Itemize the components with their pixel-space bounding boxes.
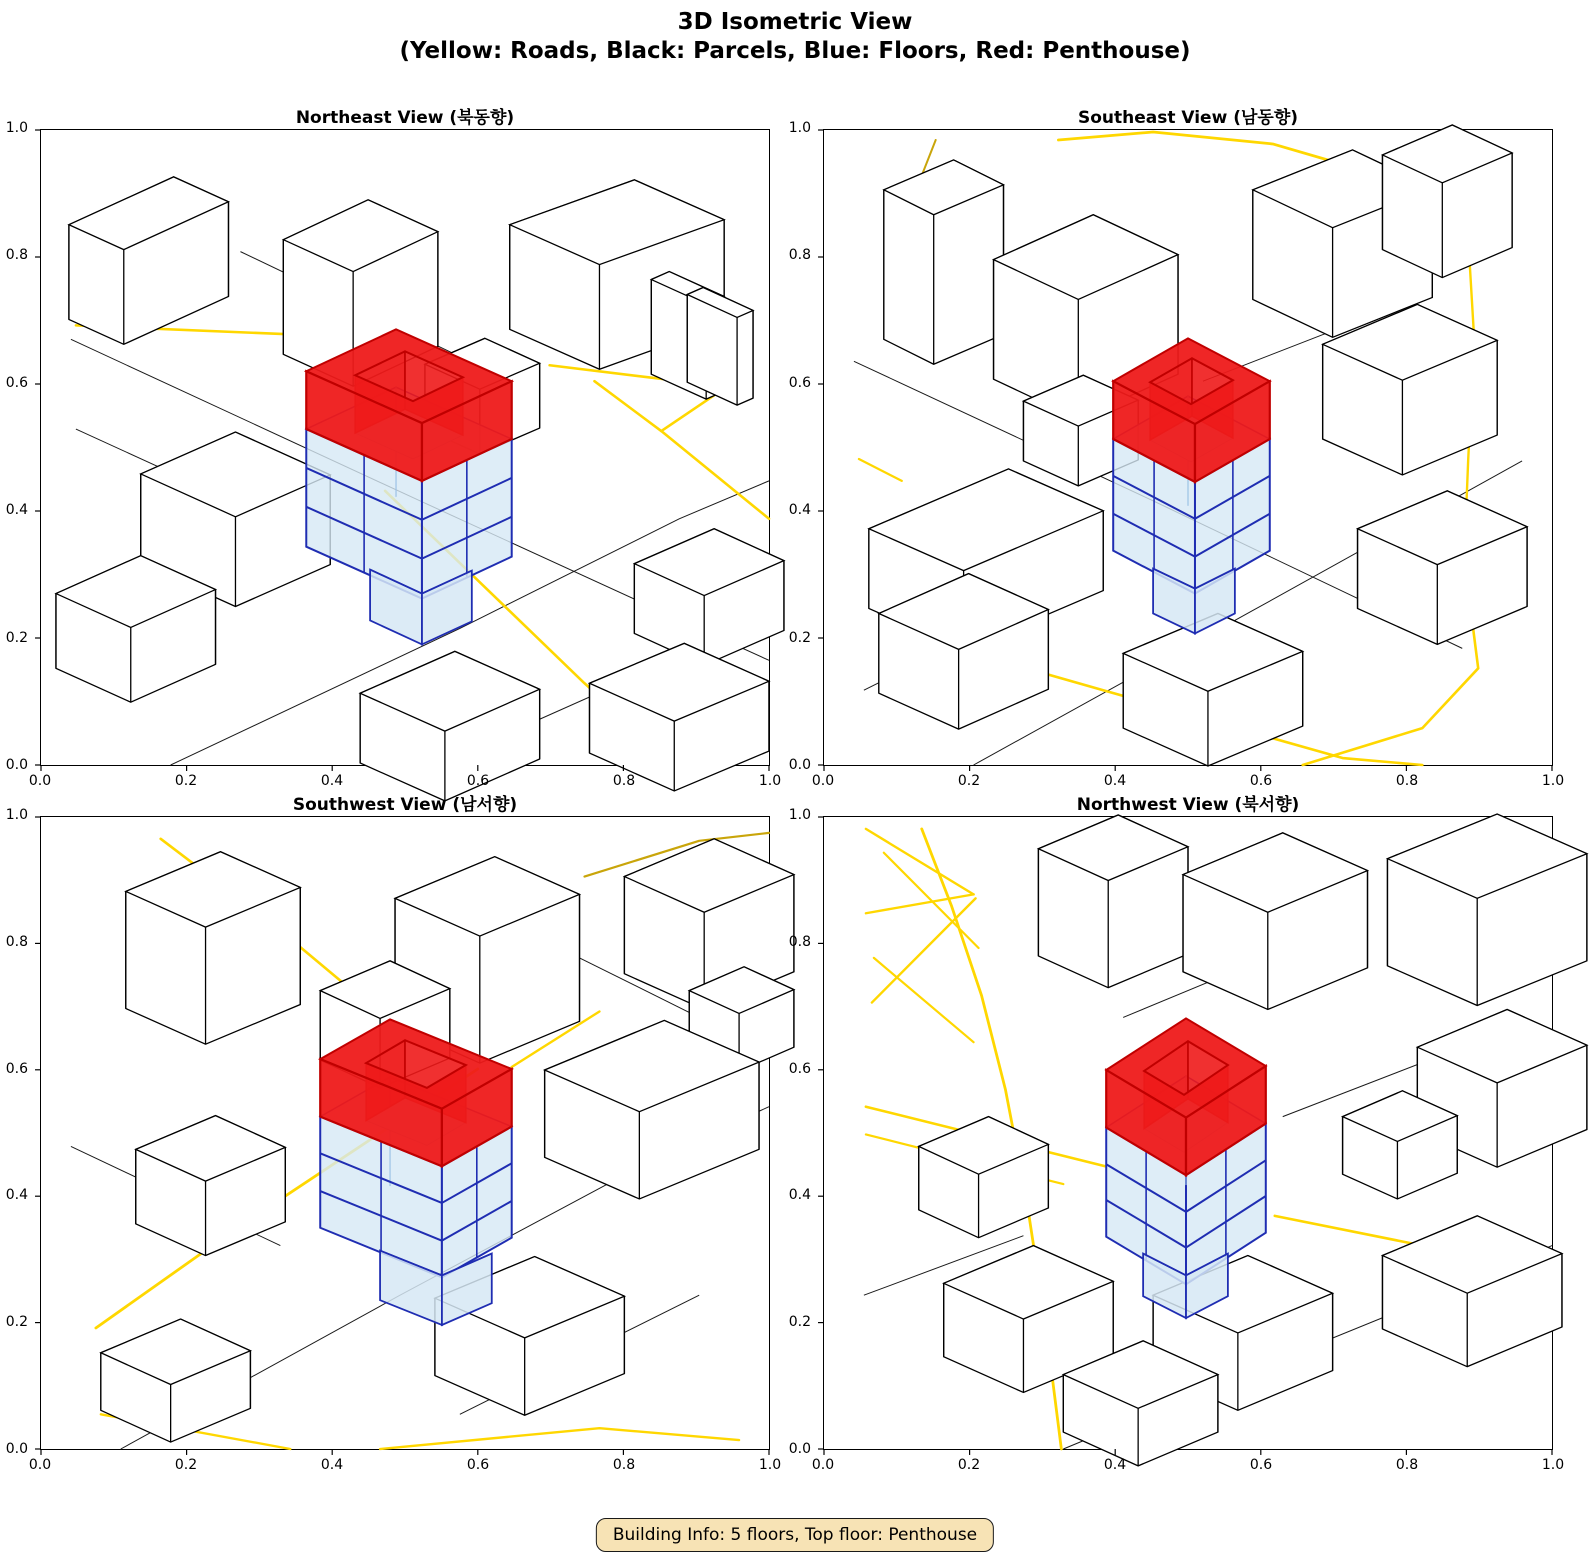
- subplot-northwest: [788, 795, 1565, 1473]
- x-tick-label: 0.6: [1249, 773, 1273, 789]
- x-tick-label: 0.8: [1395, 773, 1419, 789]
- x-tick-label: 0.6: [1249, 1457, 1273, 1473]
- x-tick-label: 0.0: [28, 1457, 52, 1473]
- y-tick-label: 0.0: [5, 757, 28, 773]
- y-tick-label: 0.6: [5, 374, 28, 391]
- figure-title-line1: 3D Isometric View: [677, 9, 913, 35]
- x-tick-label: 1.0: [1541, 773, 1565, 789]
- figure-title-line2: (Yellow: Roads, Black: Parcels, Blue: Floors, Red: Penthouse): [399, 38, 1191, 65]
- x-tick-label: 0.8: [612, 1457, 636, 1473]
- y-tick-label: 0.6: [788, 374, 811, 391]
- x-tick-label: 0.6: [466, 773, 490, 789]
- scene-southwest: [40, 816, 770, 1450]
- subplot-title-southeast: Southeast View (남동향): [1077, 108, 1299, 128]
- y-tick-label: 0.2: [5, 629, 28, 646]
- y-tick-label: 0.4: [5, 502, 28, 519]
- x-tick-label: 0.2: [957, 1457, 981, 1473]
- y-tick-label: 1.0: [5, 807, 28, 823]
- y-tick-label: 0.8: [5, 247, 28, 264]
- y-tick-label: 0.2: [788, 629, 811, 646]
- x-tick-label: 0.2: [957, 773, 981, 789]
- scene-southeast: [823, 129, 1553, 766]
- y-tick-label: 0.4: [788, 1187, 811, 1204]
- y-tick-label: 0.0: [788, 757, 811, 773]
- subplot-title-southwest: Southwest View (남서향): [292, 795, 518, 815]
- y-tick-label: 0.0: [788, 1441, 811, 1457]
- x-tick-label: 0.2: [174, 1457, 198, 1473]
- subplot-title-northeast: Northeast View (북동향): [295, 108, 515, 128]
- y-tick-label: 0.8: [788, 933, 811, 950]
- subplot-title-northwest: Northwest View (북서향): [1076, 795, 1300, 815]
- scene-northwest: [823, 816, 1553, 1450]
- y-tick-label: 0.6: [788, 1060, 811, 1077]
- x-tick-label: 0.6: [466, 1457, 490, 1473]
- y-tick-label: 0.4: [788, 502, 811, 519]
- x-tick-label: 1.0: [758, 1457, 782, 1473]
- x-tick-label: 0.4: [1103, 1457, 1127, 1473]
- x-tick-label: 0.4: [1103, 773, 1127, 789]
- x-tick-label: 0.8: [1395, 1457, 1419, 1473]
- x-tick-label: 0.0: [811, 773, 835, 789]
- y-tick-label: 0.0: [5, 1441, 28, 1457]
- y-tick-label: 1.0: [788, 120, 811, 136]
- figure-title: [0, 8, 1590, 67]
- building-info-badge: Building Info: 5 floors, Top floor: Penthouse: [596, 1518, 994, 1552]
- subplot-northeast: [5, 108, 782, 789]
- x-tick-label: 1.0: [758, 773, 782, 789]
- subplot-southwest: [5, 795, 782, 1473]
- y-tick-label: 0.8: [5, 933, 28, 950]
- x-tick-label: 0.4: [320, 1457, 344, 1473]
- subplot-southeast: [788, 108, 1565, 789]
- x-tick-label: 0.8: [612, 773, 636, 789]
- x-tick-label: 0.0: [811, 1457, 835, 1473]
- y-tick-label: 0.8: [788, 247, 811, 264]
- y-tick-label: 0.6: [5, 1060, 28, 1077]
- y-tick-label: 1.0: [788, 807, 811, 823]
- y-tick-label: 0.4: [5, 1187, 28, 1204]
- y-tick-label: 0.2: [788, 1314, 811, 1331]
- x-tick-label: 0.0: [28, 773, 52, 789]
- x-tick-label: 0.4: [320, 773, 344, 789]
- y-tick-label: 1.0: [5, 120, 28, 136]
- scene-northeast: [40, 129, 770, 766]
- x-tick-label: 1.0: [1541, 1457, 1565, 1473]
- y-tick-label: 0.2: [5, 1314, 28, 1331]
- x-tick-label: 0.2: [174, 773, 198, 789]
